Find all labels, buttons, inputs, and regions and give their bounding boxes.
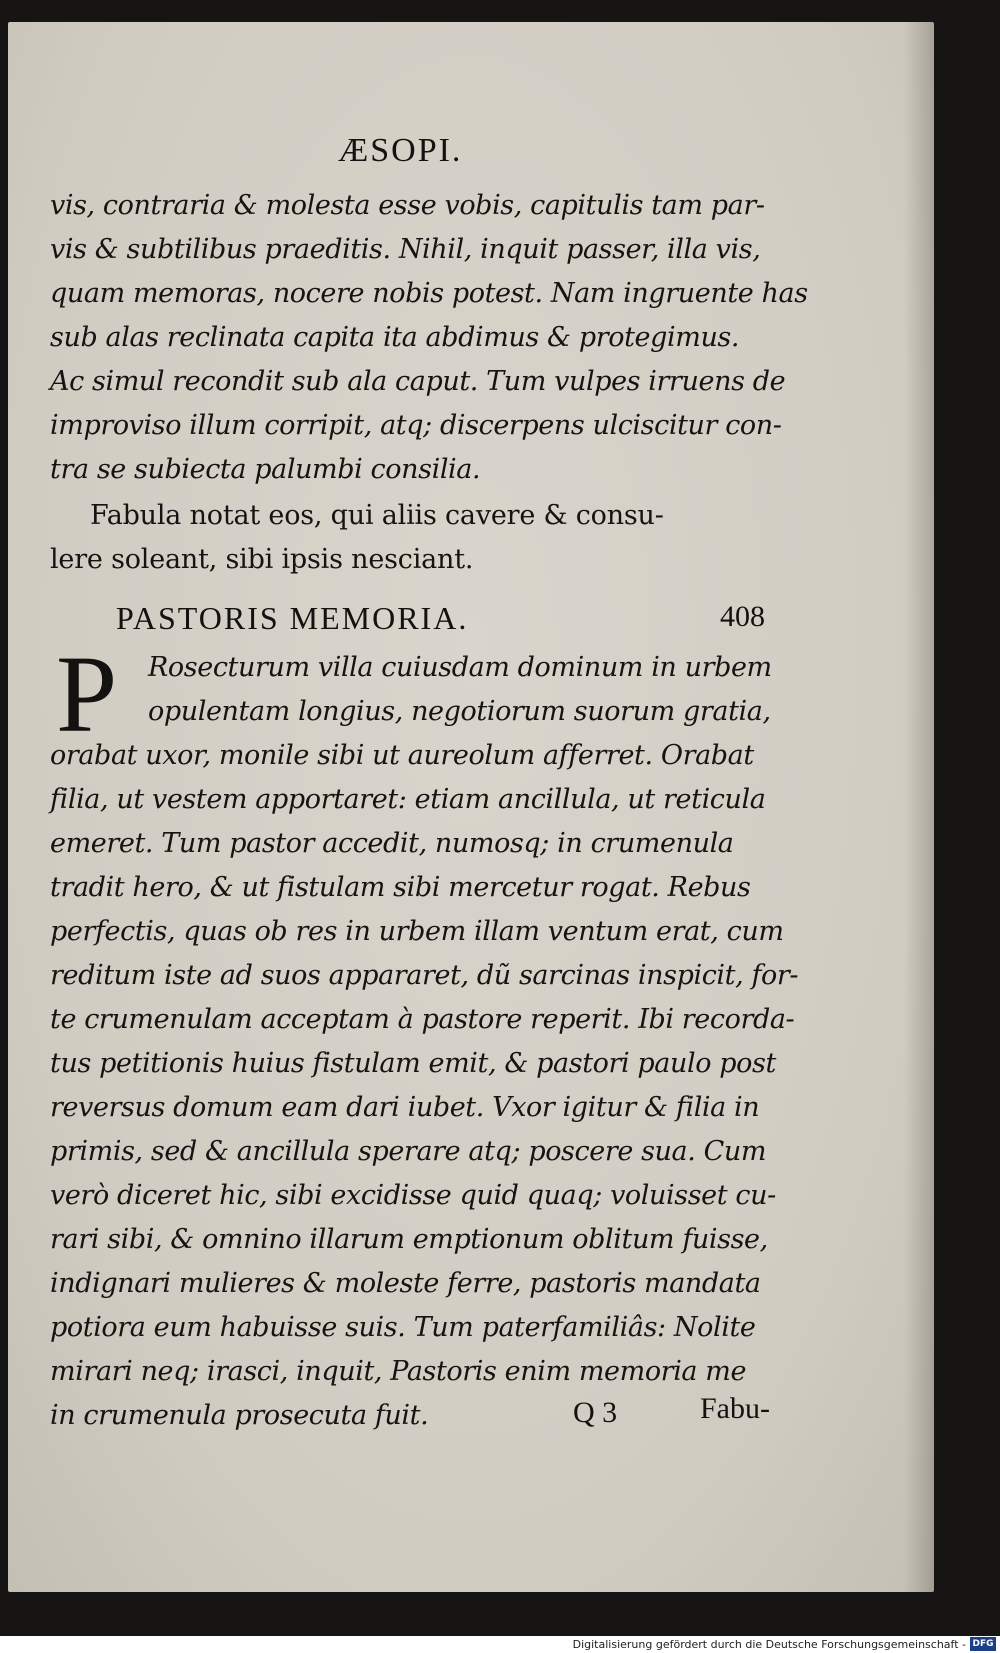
section-line: reversus domum eam dari iubet. Vxor igitur & filia in — [50, 1092, 760, 1123]
signature-mark: Q 3 — [573, 1396, 618, 1429]
catchword: Fabu- — [700, 1392, 770, 1425]
page-content — [8, 22, 934, 1592]
section-line: te crumenulam acceptam à pastore reperit. Ibi recorda- — [50, 1004, 795, 1035]
section-title: PASTORIS MEMORIA. — [116, 600, 469, 636]
section-line: rari sibi, & omnino illarum emptionum oblitum fuisse, — [50, 1224, 768, 1255]
section-line: emeret. Tum pastor accedit, numosq; in crumenula — [50, 828, 734, 859]
section-line: verò diceret hic, sibi excidisse quid quaq; voluisset cu- — [50, 1180, 776, 1211]
section-line: Rosecturum villa cuiusdam dominum in urbem — [148, 652, 772, 683]
moral-line: lere soleant, sibi ipsis nesciant. — [50, 544, 474, 575]
fable-number: 408 — [720, 600, 765, 633]
fable-line: tra se subiecta palumbi consilia. — [50, 454, 481, 485]
digitization-credit: Digitalisierung gefördert durch die Deutsche Forschungsgemeinschaft - — [572, 1638, 966, 1651]
dfg-logo: DFG — [970, 1637, 996, 1651]
section-line: orabat uxor, monile sibi ut aureolum afferret. Orabat — [50, 740, 754, 771]
running-head: ÆSOPI. — [338, 132, 463, 169]
section-line: primis, sed & ancillula sperare atq; poscere sua. Cum — [50, 1136, 767, 1167]
moral-line: Fabula notat eos, qui aliis cavere & consu- — [90, 500, 664, 531]
section-line: opulentam longius, negotiorum suorum gratia, — [148, 696, 771, 727]
fable-line: vis & subtilibus praeditis. Nihil, inquit passer, illa vis, — [50, 234, 761, 265]
fable-line: Ac simul recondit sub ala caput. Tum vulpes irruens de — [50, 366, 786, 397]
section-line: in crumenula prosecuta fuit. — [50, 1400, 429, 1431]
book-page — [8, 22, 934, 1592]
fable-line: improviso illum corripit, atq; discerpens ulciscitur con- — [50, 410, 782, 441]
drop-cap: P — [56, 633, 118, 755]
section-line: mirari neq; irasci, inquit, Pastoris enim memoria me — [50, 1356, 747, 1387]
fable-line: quam memoras, nocere nobis potest. Nam ingruente has — [50, 278, 808, 309]
section-line: potiora eum habuisse suis. Tum paterfamiliâs: Nolite — [50, 1312, 756, 1343]
section-line: tus petitionis huius fistulam emit, & pastori paulo post — [50, 1048, 776, 1079]
section-line: filia, ut vestem apportaret: etiam ancillula, ut reticula — [50, 784, 766, 815]
section-line: perfectis, quas ob res in urbem illam ventum erat, cum — [50, 916, 784, 947]
section-line: tradit hero, & ut fistulam sibi mercetur rogat. Rebus — [50, 872, 751, 903]
section-line: indignari mulieres & moleste ferre, pastoris mandata — [50, 1268, 761, 1299]
fable-line: vis, contraria & molesta esse vobis, capitulis tam par- — [50, 190, 765, 221]
fable-line: sub alas reclinata capita ita abdimus & protegimus. — [50, 322, 740, 353]
section-line: reditum iste ad suos appararet, dũ sarcinas inspicit, for- — [50, 960, 799, 991]
